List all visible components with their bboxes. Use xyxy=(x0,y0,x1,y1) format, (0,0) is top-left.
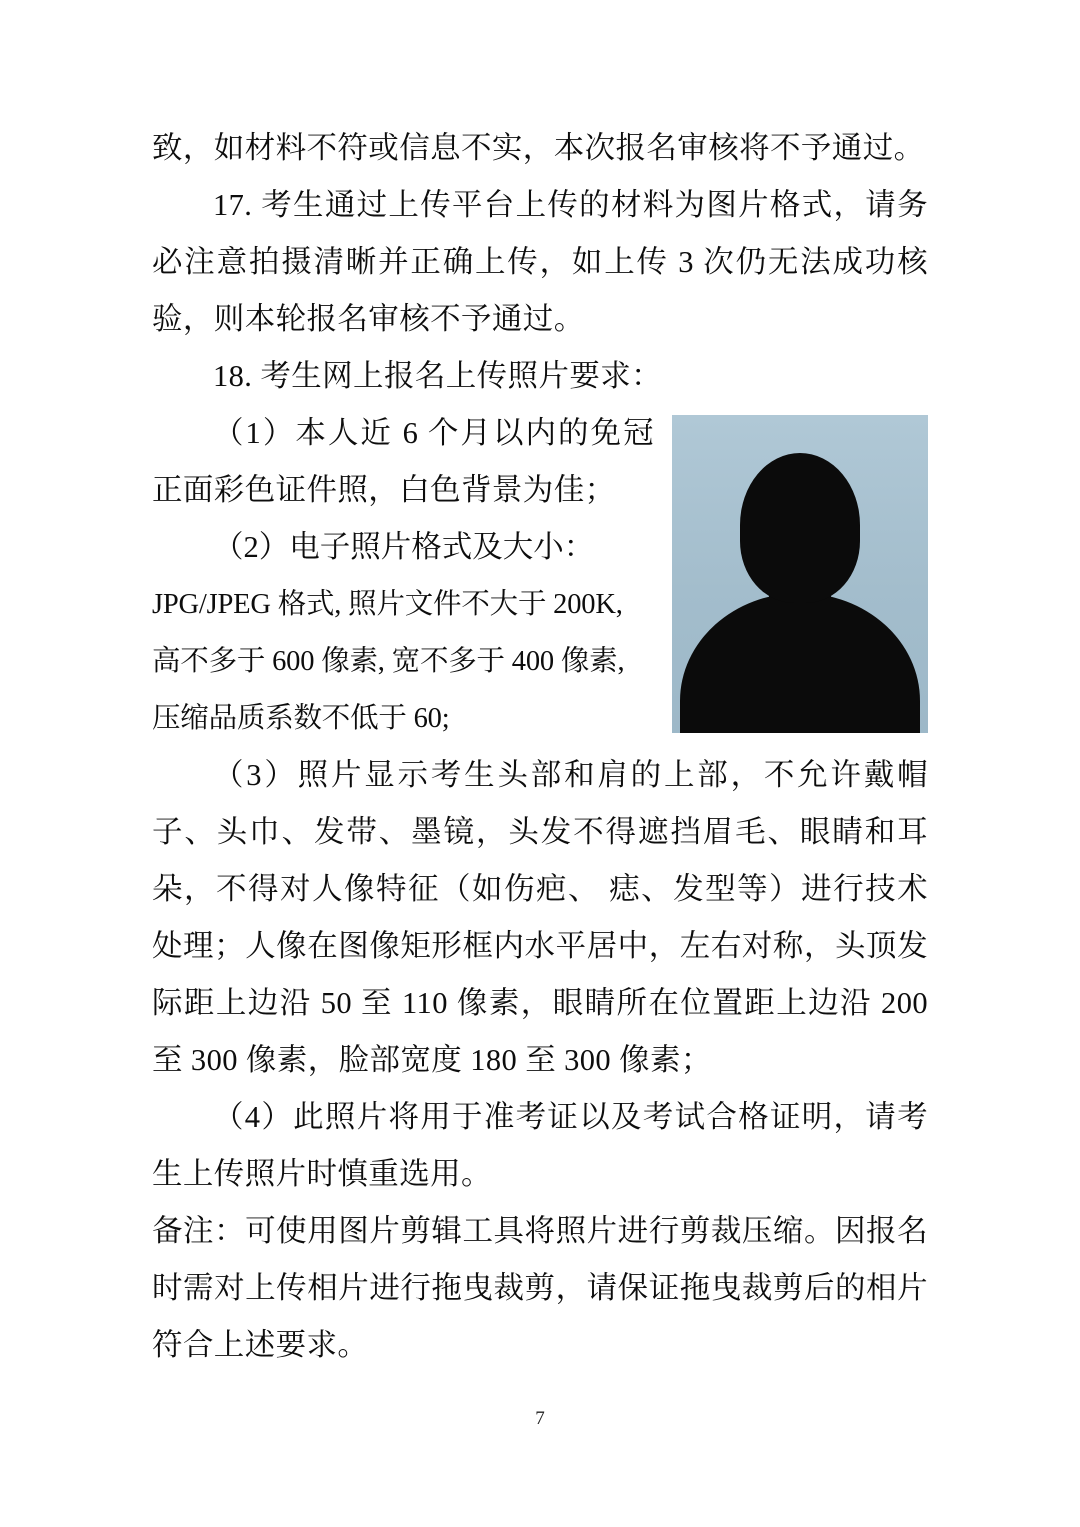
photo-requirements-block xyxy=(152,405,928,747)
paragraph-item-18-heading: 18. 考生网上报名上传照片要求： xyxy=(213,359,663,393)
paragraph-item-18-1: （1）本人近 6 个月以内的免冠正面彩色证件照，白色背景为佳； xyxy=(152,416,654,507)
paragraph-note: 备注：可使用图片剪辑工具将照片进行剪裁压缩。因报名时需对上传相片进行拖曳裁剪，请保证拖曳裁剪后的相片符合上述要求。 xyxy=(152,1214,928,1362)
paragraph-item-18-4: （4）此照片将用于准考证以及考试合格证明，请考生上传照片时慎重选用。 xyxy=(152,1100,928,1191)
page-number: 7 xyxy=(535,1408,545,1429)
paragraph-item-17: 17. 考生通过上传平台上传的材料为图片格式，请务必注意拍摄清晰并正确上传，如上传 3 次仍无法成功核验，则本轮报名审核不予通过。 xyxy=(152,188,928,336)
page-body xyxy=(152,120,928,1374)
paragraph-continuation: 致，如材料不符或信息不实，本次报名审核将不予通过。 xyxy=(152,131,925,165)
paragraph-item-18-2-line3: 高不多于 600 像素, 宽不多于 400 像素, xyxy=(152,646,625,677)
id-photo-sample xyxy=(672,415,928,733)
silhouette-head-icon xyxy=(740,453,860,603)
paragraph-item-18-2-line4: 压缩品质系数不低于 60; xyxy=(152,703,450,734)
paragraph-item-18-2-line1: （2）电子照片格式及大小： xyxy=(213,530,595,564)
paragraph-item-18-2-line2: JPG/JPEG 格式, 照片文件不大于 200K, xyxy=(152,589,623,620)
paragraph-item-18-3: （3）照片显示考生头部和肩的上部，不允许戴帽子、头巾、发带、墨镜，头发不得遮挡眉毛、眼睛和耳朵，不得对人像特征（如伤疤、 痣、发型等）进行技术处理；人像在图像矩形框内水平居中，左右对称，头顶发际距上边沿 50 至 110 像素，眼睛所在位置距上边沿 200 至 300 像素，脸部宽度 180 至 300 像素； xyxy=(152,758,928,1077)
